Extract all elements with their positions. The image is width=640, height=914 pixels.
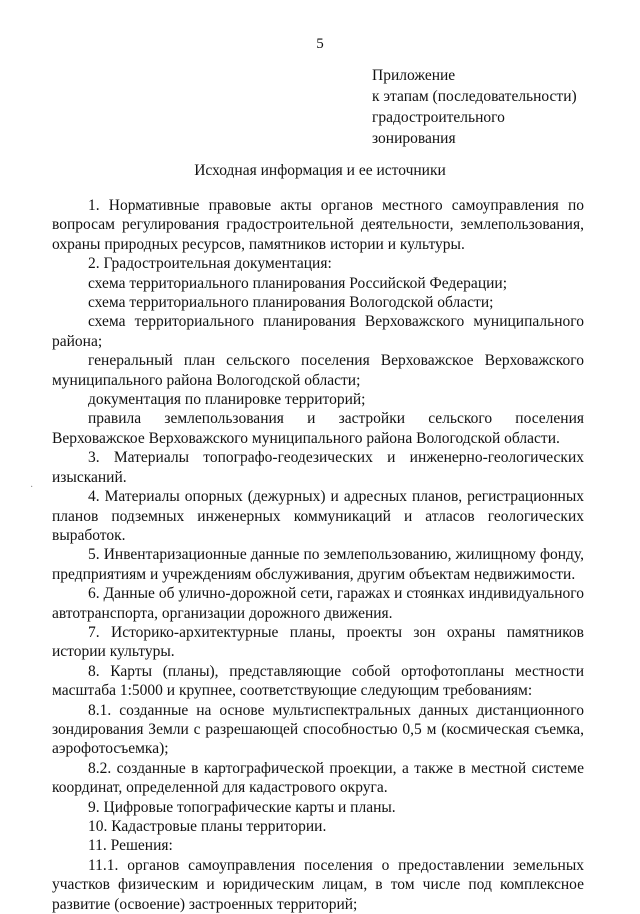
paragraph-4: 4. Материалы опорных (дежурных) и адресных планов, регистрационных планов подземных инженерных коммуникаций и атласов геологических выработок. — [52, 488, 584, 544]
paragraph-6: 6. Данные об улично-дорожной сети, гаражах и стоянках индивидуального автотранспорта, организации дорожного движения. — [52, 585, 584, 622]
paragraph-8: 8. Карты (планы), представляющие собой ортофотопланы местности масштаба 1:5000 и крупнее, соответствующие следующим требованиям: — [52, 662, 584, 700]
paragraph-2: 2. Градостроительная документация: — [88, 255, 332, 273]
margin-mark: · — [30, 482, 34, 493]
paragraph-11-1: 11.1. органов самоуправления поселения о предоставлении земельных участков физическим и юридическим лицам, в том числе под комплексное развитие (освоение) застроенных территорий; — [52, 856, 584, 913]
paragraph-10: 10. Кадастровые планы территории. — [88, 818, 327, 835]
paragraph-3: 3. Материалы топографо-геодезических и инженерно-геологических изысканий. — [52, 449, 584, 486]
paragraph-2-item: документация по планировке территорий; — [88, 391, 366, 409]
appendix-caption — [372, 65, 577, 149]
paragraph-8-1: 8.1. созданные на основе мультиспектральных данных дистанционного зондирования Земли с разрешающей способностью 0,5 м (космическая съемка, аэрофотосъемка); — [52, 701, 584, 758]
document-body — [52, 196, 584, 914]
paragraph-2-item: схема территориального планирования Российской Федерации; — [88, 274, 508, 292]
paragraph-9: 9. Цифровые топографические карты и планы. — [88, 798, 396, 816]
appendix-line: градостроительного — [372, 109, 505, 126]
page-number: 5 — [316, 36, 324, 52]
paragraph-2-item: схема территориального планирования Вологодской области; — [88, 294, 494, 312]
paragraph-8-2: 8.2. созданные в картографической проекции, а также в местной системе координат, определенной для кадастрового округа. — [52, 759, 584, 797]
appendix-line: зонирования — [372, 130, 456, 147]
appendix-line: к этапам (последовательности) — [372, 88, 577, 105]
paragraph-1: 1. Нормативные правовые акты органов местного самоуправления по вопросам регулирования градостроительной деятельности, землепользования, охраны природных ресурсов, памятников истории и культуры. — [52, 197, 584, 253]
paragraph-7: 7. Историко-архитектурные планы, проекты зон охраны памятников истории культуры. — [52, 623, 584, 661]
paragraph-2-item: схема территориального планирования Верховажского муниципального района; — [52, 313, 584, 350]
paragraph-2-item: генеральный план сельского поселения Верховажское Верховажского муниципального района Вологодской области; — [52, 352, 584, 389]
paragraph-5: 5. Инвентаризационные данные по землепользованию, жилищному фонду, предприятиям и учреждениям обслуживания, другим объектам недвижимости. — [52, 546, 584, 583]
paragraph-2-item: правила землепользования и застройки сельского поселения Верховажское Верховажского муниципального района Вологодской области. — [52, 410, 584, 447]
appendix-line: Приложение — [372, 67, 456, 84]
paragraph-11: 11. Решения: — [88, 837, 173, 855]
section-title: Исходная информация и ее источники — [194, 162, 446, 179]
